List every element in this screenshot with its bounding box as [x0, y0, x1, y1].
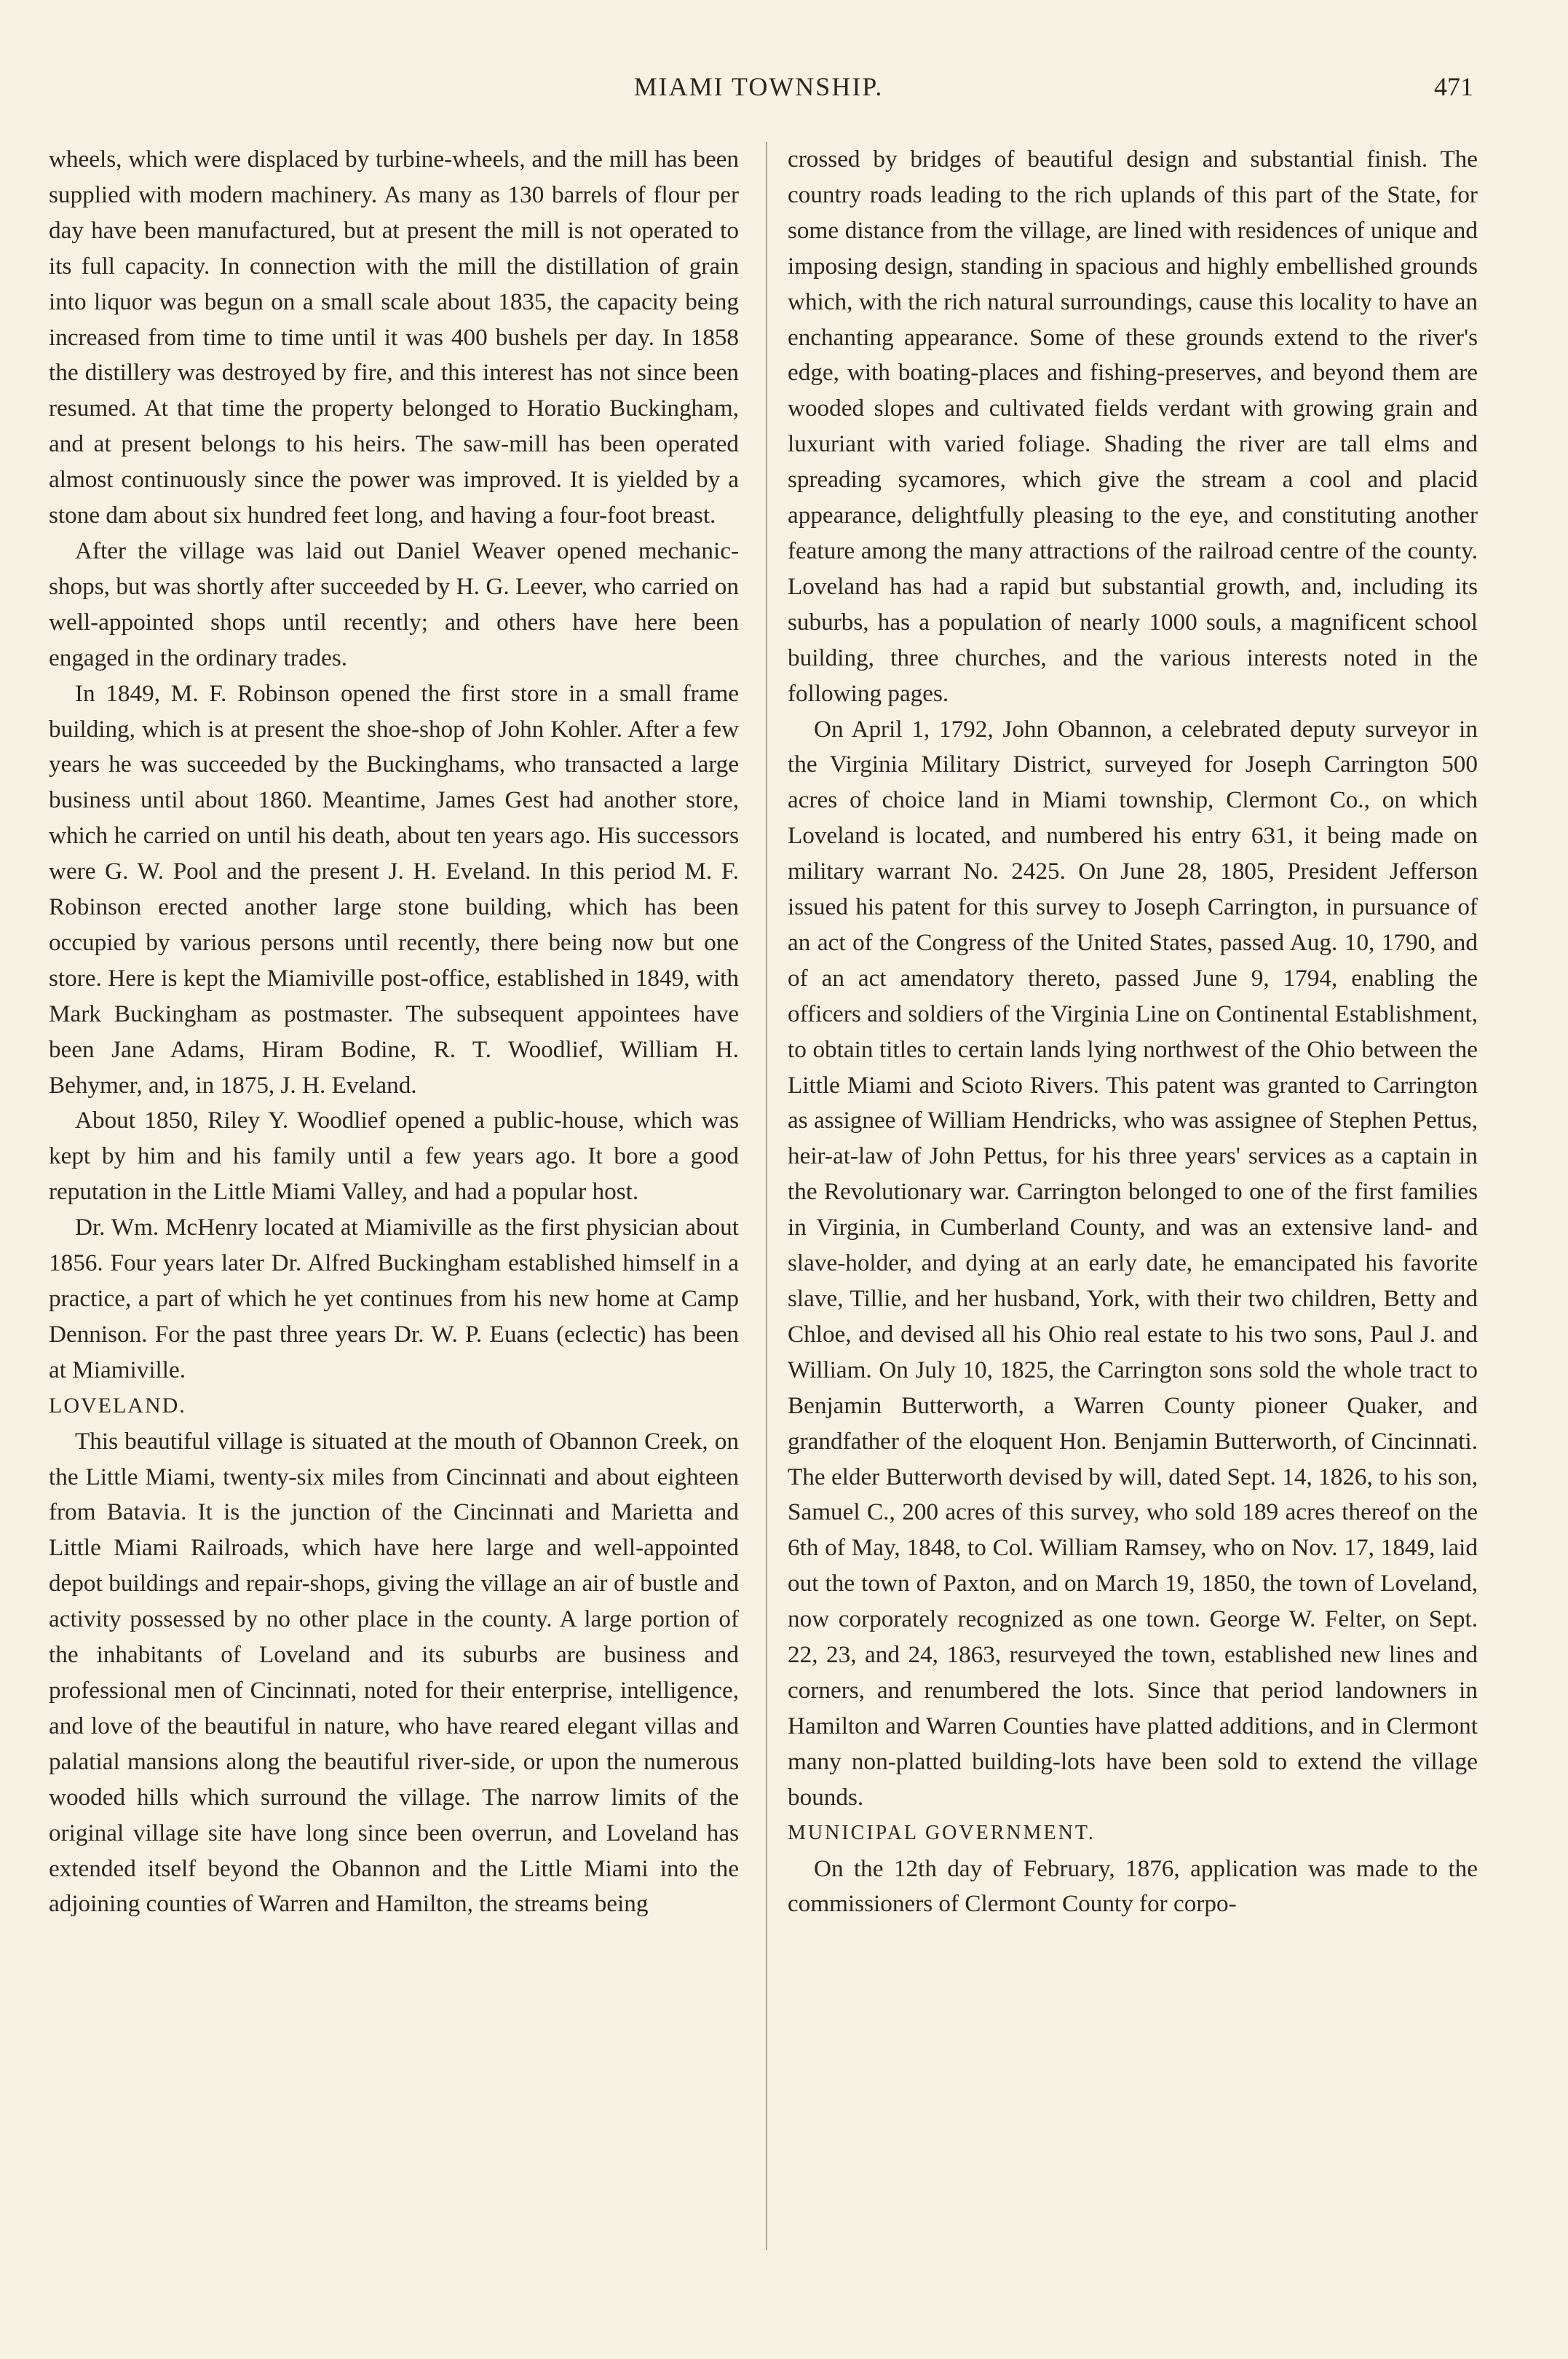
paragraph: In 1849, M. F. Robinson opened the first store in a small frame building, which is at present the shoe-shop of John Kohler. After a few years he was succeeded by the Buckinghams, who transacted a large business until about 1860. Meantime, James Gest had another store, which he carried on until his death, about ten years ago. His successors were G. W. Pool and the present J. H. Eveland. In this period M. F. Robinson erected another large stone building, which has been occupied by various persons until recently, there being now but one store. Here is kept the Miamiville post-office, established in 1849, with Mark Buckingham as postmaster. The subsequent appointees have been Jane Adams, Hiram Bodine, R. T. Woodlief, William H. Behymer, and, in 1875, J. H. Eveland.	[49, 679, 739, 1099]
paragraph: crossed by bridges of beautiful design and substantial finish. The country roads leading to the rich uplands of this part of the State, for some distance from the village, are lined with residences of unique and imposing design, standing in spacious and highly embellished grounds which, with the rich natural surroundings, cause this locality to have an enchanting appearance. Some of these grounds extend to the river's edge, with boating-places and fishing-preserves, and beyond them are wooded slopes and cultivated fields verdant with growing grain and luxuriant with varied foliage. Shading the river are tall elms and spreading sycamores, which give the stream a cool and placid appearance, delightfully pleasing to the eye, and constituting another feature among the many attractions of the railroad centre of the county. Loveland has had a rapid but substantial growth, and, including its suburbs, has a population of nearly 1000 souls, a magnificent school building, three churches, and the various interests noted in the following pages.	[788, 146, 1478, 707]
page-title: MIAMI TOWNSHIP.	[633, 72, 884, 101]
left-column	[49, 142, 739, 1922]
paragraph: After the village was laid out Daniel Weaver opened mechanic-shops, but was shortly after succeeded by H. G. Leever, who carried on well-appointed shops until recently; and others have here been engaged in the ordinary trades.	[49, 537, 739, 671]
section-heading-loveland: LOVELAND.	[49, 1393, 186, 1418]
paragraph: About 1850, Riley Y. Woodlief opened a public-house, which was kept by him and his family until a few years ago. It bore a good reputation in the Little Miami Valley, and had a popular host.	[49, 1107, 739, 1206]
section-heading-municipal-government: MUNICIPAL GOVERNMENT.	[788, 1821, 1096, 1844]
paragraph: Dr. Wm. McHenry located at Miamiville as the first physician about 1856. Four years later Dr. Alfred Buckingham established himself in a practice, a part of which he yet continues from his new home at Camp Dennison. For the past three years Dr. W. P. Euans (eclectic) has been at Miamiville.	[49, 1214, 739, 1383]
paragraph: wheels, which were displaced by turbine-wheels, and the mill has been supplied with modern machinery. As many as 130 barrels of flour per day have been manufactured, but at present the mill is not operated to its full capacity. In connection with the mill the distillation of grain into liquor was begun on a small scale about 1835, the capacity being increased from time to time until it was 400 bushels per day. In 1858 the distillery was destroyed by fire, and this interest has not since been resumed. At that time the property belonged to Horatio Buckingham, and at present belongs to his heirs. The saw-mill has been operated almost continuously since the power was improved. It is yielded by a stone dam about six hundred feet long, and having a four-foot breast.	[49, 146, 739, 529]
running-head	[44, 66, 1473, 109]
column-divider	[766, 142, 767, 2250]
paragraph: On the 12th day of February, 1876, application was made to the commissioners of Clermont County for corpo-	[788, 1854, 1478, 1918]
paragraph: This beautiful village is situated at the mouth of Obannon Creek, on the Little Miami, twenty-six miles from Cincinnati and about eighteen from Batavia. It is the junction of the Cincinnati and Marietta and Little Miami Railroads, which have here large and well-appointed depot buildings and repair-shops, giving the village an air of bustle and activity possessed by no other place in the county. A large portion of the inhabitants of Loveland and its suburbs are business and professional men of Cincinnati, noted for their enterprise, intelligence, and love of the beautiful in nature, who have reared elegant villas and palatial mansions along the beautiful river-side, or upon the numerous wooded hills which surround the village. The narrow limits of the original village site have long since been overrun, and Loveland has extended itself beyond the Obannon and the Little Miami into the adjoining counties of Warren and Hamilton, the streams being	[49, 1427, 739, 1918]
page-number: 471	[1434, 72, 1473, 101]
right-column	[788, 142, 1478, 1922]
paragraph: On April 1, 1792, John Obannon, a celebrated deputy surveyor in the Virginia Military District, surveyed for Joseph Carrington 500 acres of choice land in Miami township, Clermont Co., on which Loveland is located, and numbered his entry 631, it being made on military warrant No. 2425. On June 28, 1805, President Jefferson issued his patent for this survey to Joseph Carrington, in pursuance of an act of the Congress of the United States, passed Aug. 10, 1790, and of an act amendatory thereto, passed June 9, 1794, enabling the officers and soldiers of the Virginia Line on Continental Establishment, to obtain titles to certain lands lying northwest of the Ohio between the Little Miami and Scioto Rivers. This patent was granted to Carrington as assignee of William Hendricks, who was assignee of Stephen Pettus, heir-at-law of John Pettus, for his three years' services as a captain in the Revolutionary war. Carrington belonged to one of the first families in Virginia, in Cumberland County, and was an extensive land- and slave-holder, and dying at an early date, he emancipated his favorite slave, Tillie, and her husband, York, with their two children, Betty and Chloe, and devised all his Ohio real estate to his two sons, Paul J. and William. On July 10, 1825, the Carrington sons sold the whole tract to Benjamin Butterworth, a Warren County pioneer Quaker, and grandfather of the eloquent Hon. Benjamin Butterworth, of Cincinnati. The elder Butterworth devised by will, dated Sept. 14, 1826, to his son, Samuel C., 200 acres of this survey, who sold 189 acres thereof on the 6th of May, 1848, to Col. William Ramsey, who on Nov. 17, 1849, laid out the town of Paxton, and on March 19, 1850, the town of Loveland, now corporately recognized as one town. George W. Felter, on Sept. 22, 23, and 24, 1863, resurveyed the town, established new lines and corners, and renumbered the lots. Since that period landowners in Hamilton and Warren Counties have platted additions, and in Clermont many non-platted building-lots have been sold to extend the village bounds.	[788, 715, 1478, 1811]
